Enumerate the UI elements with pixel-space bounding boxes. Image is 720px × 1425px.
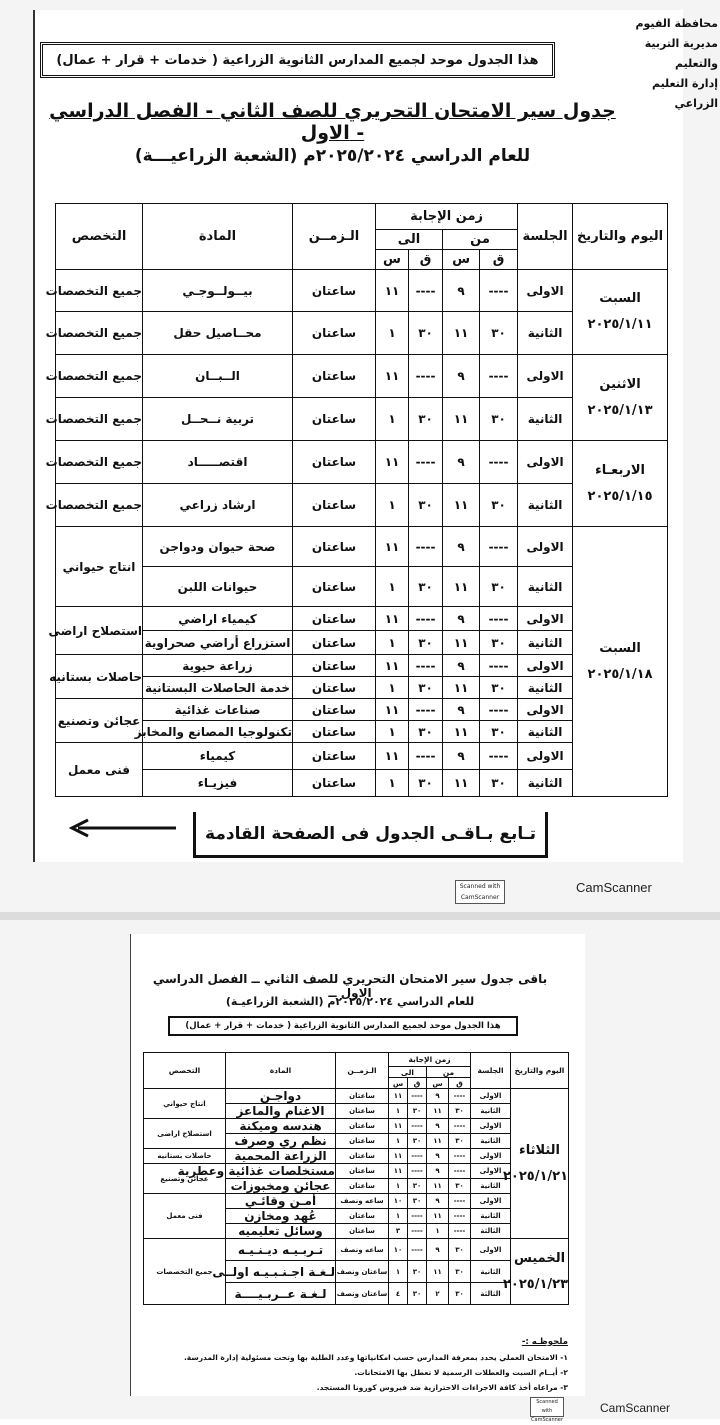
from-minute-cell: ٣٠ — [449, 1104, 471, 1119]
exam-date: ٢٠٢٥/١/٢١ — [502, 1168, 569, 1184]
day-date-cell — [573, 441, 668, 527]
from-minute-cell: ---- — [480, 699, 518, 721]
to-minute-cell: ---- — [409, 441, 443, 484]
camscanner-brand: CamScanner — [576, 880, 652, 895]
session-cell: الاولى — [471, 1194, 511, 1209]
specialization-cell: جميع التخصصات — [144, 1239, 226, 1305]
day-name: الثلاثاء — [519, 1142, 560, 1158]
to-hour-cell: ١١ — [389, 1119, 408, 1134]
from-minute-cell: ٣٠ — [449, 1179, 471, 1194]
to-minute-cell: ---- — [408, 1119, 427, 1134]
to-hour-cell: ٣ — [389, 1224, 408, 1239]
org-line: إدارة التعليم الزراعي — [651, 77, 718, 110]
to-minute-cell: ---- — [408, 1209, 427, 1224]
duration-cell: ساعتان — [293, 355, 376, 398]
page-divider — [0, 912, 720, 920]
from-hour-cell: ١١ — [427, 1104, 449, 1119]
to-minute-cell: ٣٠ — [408, 1179, 427, 1194]
from-hour-cell: ٩ — [443, 441, 480, 484]
specialization-cell: فنى معمل — [56, 743, 143, 797]
organization-header — [618, 14, 718, 114]
session-cell: الاولى — [518, 527, 573, 567]
header-day-2: اليوم والتاريخ — [511, 1053, 569, 1089]
session-cell: الثالثة — [471, 1283, 511, 1305]
header-from-2: من — [427, 1067, 471, 1078]
header-duration: الـزمــن — [293, 204, 376, 270]
from-minute-cell: ---- — [480, 743, 518, 770]
subject-cell: فيزيـاء — [143, 770, 293, 797]
header-from: من — [443, 230, 518, 250]
subject-cell: الزراعة المحمية — [226, 1149, 336, 1164]
to-hour-cell: ١١ — [389, 1149, 408, 1164]
from-hour-cell: ١١ — [427, 1261, 449, 1283]
specialization-cell: فنى معمل — [144, 1194, 226, 1239]
to-minute-cell: ---- — [409, 270, 443, 312]
to-minute-cell: ٣٠ — [408, 1194, 427, 1209]
from-hour-cell: ٩ — [427, 1119, 449, 1134]
duration-cell: ساعتان — [336, 1089, 389, 1104]
org-line: مديرية التربية والتعليم — [644, 37, 718, 70]
to-hour-cell: ١ — [389, 1104, 408, 1119]
subject-cell: تربية نــحــل — [143, 398, 293, 441]
to-minute-cell: ٣٠ — [409, 398, 443, 441]
from-minute-cell: ٣٠ — [480, 721, 518, 743]
note-item: ١- الامتحان العملي يحدد بمعرفة المدارس حسب امكانياتها وعدد الطلبة بها وتحت مسئولية إدارة المدرسة. — [183, 1353, 568, 1362]
session-cell: الاولى — [518, 655, 573, 677]
header-spec: التخصص — [56, 204, 143, 270]
session-cell: الثانية — [471, 1261, 511, 1283]
to-hour-cell: ١ — [376, 770, 409, 797]
header-session: الجلسة — [518, 204, 573, 270]
table-row — [144, 1239, 569, 1261]
from-hour-cell: ١١ — [427, 1209, 449, 1224]
from-minute-cell: ---- — [480, 607, 518, 631]
to-minute-cell: ٣٠ — [408, 1261, 427, 1283]
page-2-title: باقى جدول سير الامتحان التحريري للصف الثاني ــ الفصل الدراسي الاول ــ — [152, 972, 548, 1000]
duration-cell: ساعتان — [293, 312, 376, 355]
session-cell: الاولى — [518, 607, 573, 631]
to-hour-cell: ١١ — [376, 355, 409, 398]
session-cell: الثانية — [518, 312, 573, 355]
to-hour-cell: ١١ — [376, 655, 409, 677]
duration-cell: ساعتان — [336, 1179, 389, 1194]
to-minute-cell: ٣٠ — [409, 631, 443, 655]
subject-cell: استزراع أراضي صحراوية — [143, 631, 293, 655]
table-row — [144, 1089, 569, 1104]
header-to-q: ق — [409, 250, 443, 270]
exam-schedule-table-2 — [143, 1052, 569, 1305]
from-hour-cell: ٩ — [443, 355, 480, 398]
from-hour-cell: ١١ — [443, 631, 480, 655]
header-from-s-2: س — [427, 1078, 449, 1089]
to-hour-cell: ١١ — [376, 607, 409, 631]
duration-cell: ساعتان — [293, 398, 376, 441]
header-from-s: س — [443, 250, 480, 270]
from-hour-cell: ١١ — [427, 1134, 449, 1149]
session-cell: الثانية — [518, 721, 573, 743]
from-minute-cell: ٣٠ — [449, 1134, 471, 1149]
session-cell: الاولى — [518, 355, 573, 398]
to-minute-cell: ---- — [408, 1089, 427, 1104]
session-cell: الاولى — [518, 699, 573, 721]
to-minute-cell: ---- — [408, 1164, 427, 1179]
duration-cell: ساعه ونصف — [336, 1239, 389, 1261]
day-date-cell — [502, 1239, 569, 1305]
duration-cell: ساعتان — [293, 607, 376, 631]
session-cell: الثانية — [471, 1134, 511, 1149]
from-minute-cell: ---- — [449, 1089, 471, 1104]
table-row — [144, 1119, 569, 1134]
org-line: محافظة الفيوم — [635, 17, 718, 30]
specialization-cell: جميع التخصصات — [56, 441, 143, 484]
specialization-cell: حاصلات بستانيه — [56, 655, 143, 699]
note-item: ٢- أيــام السبت والعطلات الرسمية لا تعطل بها الامتحانات. — [354, 1368, 568, 1377]
exam-date: ٢٠٢٥/١/٢٣ — [502, 1276, 569, 1292]
specialization-cell: عجائن وتصنيع — [56, 699, 143, 743]
from-hour-cell: ٩ — [427, 1089, 449, 1104]
to-minute-cell: ---- — [409, 743, 443, 770]
session-cell: الثانية — [518, 567, 573, 607]
to-minute-cell: ---- — [408, 1149, 427, 1164]
from-minute-cell: ٣٠ — [480, 631, 518, 655]
to-hour-cell: ١ — [389, 1261, 408, 1283]
subject-cell: بيــولــوجـي — [143, 270, 293, 312]
to-hour-cell: ١١ — [376, 527, 409, 567]
to-hour-cell: ١١ — [389, 1164, 408, 1179]
subject-cell: تـربـيـه ديـنـيـه — [226, 1239, 336, 1261]
duration-cell: ساعتان — [336, 1164, 389, 1179]
from-minute-cell: ٣٠ — [480, 484, 518, 527]
duration-cell: ساعتان — [336, 1134, 389, 1149]
from-hour-cell: ١١ — [443, 721, 480, 743]
from-hour-cell: ٩ — [443, 699, 480, 721]
notes-section — [148, 1335, 568, 1395]
session-cell: الاولى — [471, 1149, 511, 1164]
camscanner-stamp: Scanned with CamScanner — [455, 880, 505, 904]
from-minute-cell: ---- — [449, 1119, 471, 1134]
duration-cell: ساعتان — [293, 655, 376, 677]
table-row — [144, 1149, 569, 1164]
to-minute-cell: ٣٠ — [409, 312, 443, 355]
exam-date: ٢٠٢٥/١/١٥ — [587, 488, 653, 504]
from-hour-cell: ٩ — [443, 655, 480, 677]
specialization-cell: استصلاح اراضى — [56, 607, 143, 655]
day-name: الخميس — [513, 1250, 566, 1266]
header-to-s: س — [376, 250, 409, 270]
from-minute-cell: ---- — [480, 441, 518, 484]
duration-cell: ساعتان — [293, 527, 376, 567]
to-hour-cell: ١ — [389, 1134, 408, 1149]
from-minute-cell: ٣٠ — [449, 1239, 471, 1261]
session-cell: الاولى — [471, 1089, 511, 1104]
from-hour-cell: ١١ — [443, 398, 480, 441]
from-minute-cell: ---- — [449, 1194, 471, 1209]
to-hour-cell: ١ — [376, 312, 409, 355]
to-hour-cell: ١١ — [376, 699, 409, 721]
from-hour-cell: ١١ — [443, 484, 480, 527]
duration-cell: ساعتان ونصف — [336, 1283, 389, 1305]
subject-cell: حيوانات اللبن — [143, 567, 293, 607]
session-cell: الاولى — [471, 1119, 511, 1134]
day-name: الاثنين — [599, 376, 641, 392]
specialization-cell: جميع التخصصات — [56, 355, 143, 398]
session-cell: الثالثة — [471, 1224, 511, 1239]
table-row — [56, 270, 668, 312]
subject-cell: أمـن وقائـي — [226, 1194, 336, 1209]
duration-cell: ساعتان — [293, 677, 376, 699]
from-hour-cell: ٩ — [427, 1164, 449, 1179]
to-minute-cell: ٣٠ — [409, 770, 443, 797]
from-hour-cell: ١ — [427, 1224, 449, 1239]
from-hour-cell: ١١ — [443, 312, 480, 355]
camscanner-brand-2: CamScanner — [600, 1401, 671, 1415]
to-hour-cell: ١١ — [376, 743, 409, 770]
session-cell: الثانية — [471, 1104, 511, 1119]
table-row — [56, 527, 668, 567]
specialization-cell: عجائن وتصنيع — [144, 1164, 226, 1194]
subject-cell: دواجـن — [226, 1089, 336, 1104]
from-hour-cell: ١١ — [443, 770, 480, 797]
from-minute-cell: ---- — [449, 1224, 471, 1239]
to-hour-cell: ١٠ — [389, 1194, 408, 1209]
to-minute-cell: ٣٠ — [409, 484, 443, 527]
header-day: اليوم والتاريخ — [573, 204, 668, 270]
header-from-q-2: ق — [449, 1078, 471, 1089]
table-row — [144, 1194, 569, 1209]
session-cell: الثانية — [518, 398, 573, 441]
to-minute-cell: ---- — [408, 1239, 427, 1261]
to-hour-cell: ١ — [376, 484, 409, 527]
day-date-cell — [573, 527, 668, 797]
header-answer-time: زمن الإجابة — [376, 204, 518, 230]
to-minute-cell: ---- — [409, 607, 443, 631]
to-minute-cell: ٣٠ — [408, 1134, 427, 1149]
to-minute-cell: ---- — [409, 699, 443, 721]
subject-cell: عجائن ومخبوزات — [226, 1179, 336, 1194]
subject-cell: اقتصـــــاد — [143, 441, 293, 484]
exam-date: ٢٠٢٥/١/١٣ — [587, 402, 653, 418]
page-subtitle: للعام الدراسي ٢٠٢٥/٢٠٢٤م (الشعبة الزراعيـــة) — [134, 146, 531, 166]
duration-cell: ساعتان — [336, 1119, 389, 1134]
specialization-cell: انتاج حيواني — [144, 1089, 226, 1119]
from-minute-cell: ---- — [480, 527, 518, 567]
day-name: السبت — [599, 291, 641, 306]
header-subject: المادة — [143, 204, 293, 270]
header-session-2: الجلسة — [471, 1053, 511, 1089]
duration-cell: ساعه ونصف — [336, 1194, 389, 1209]
to-hour-cell: ١ — [376, 567, 409, 607]
subject-cell: مستخلصات غذائية وعطرية — [177, 1164, 335, 1178]
to-hour-cell: ١ — [389, 1179, 408, 1194]
specialization-cell: حاصلات بستانيه — [144, 1149, 226, 1164]
duration-cell: ساعتان — [336, 1104, 389, 1119]
from-minute-cell: ---- — [480, 355, 518, 398]
to-hour-cell: ١ — [376, 677, 409, 699]
session-cell: الاولى — [518, 270, 573, 312]
from-minute-cell: ٣٠ — [480, 398, 518, 441]
from-minute-cell: ٣٠ — [449, 1283, 471, 1305]
to-hour-cell: ١ — [376, 721, 409, 743]
exam-date: ٢٠٢٥/١/١١ — [587, 317, 653, 332]
header-to-s-2: س — [389, 1078, 408, 1089]
specialization-cell: جميع التخصصات — [56, 398, 143, 441]
from-hour-cell: ١١ — [427, 1179, 449, 1194]
table-row — [56, 355, 668, 398]
session-cell: الثانية — [518, 484, 573, 527]
duration-cell: ساعتان — [293, 567, 376, 607]
to-hour-cell: ٤ — [389, 1283, 408, 1305]
from-minute-cell: ---- — [449, 1209, 471, 1224]
from-minute-cell: ---- — [449, 1164, 471, 1179]
to-minute-cell: ---- — [409, 527, 443, 567]
to-minute-cell: ---- — [408, 1224, 427, 1239]
duration-cell: ساعتان — [293, 631, 376, 655]
subject-cell: صناعات غذائية — [143, 699, 293, 721]
from-minute-cell: ٣٠ — [480, 567, 518, 607]
header-spec-2: التخصص — [144, 1053, 226, 1089]
from-hour-cell: ٩ — [443, 607, 480, 631]
to-minute-cell: ٣٠ — [409, 567, 443, 607]
header-from-q: ق — [480, 250, 518, 270]
header-to: الى — [376, 230, 443, 250]
day-name: الاربعـاء — [595, 462, 645, 478]
session-cell: الاولى — [518, 441, 573, 484]
subject-cell: نظم ري وصرف — [226, 1134, 336, 1149]
subject-cell: الاغنام والماعز — [226, 1104, 336, 1119]
session-cell: الثانية — [518, 770, 573, 797]
day-date-cell — [573, 270, 668, 355]
exam-schedule-table — [45, 203, 668, 797]
from-hour-cell: ٩ — [443, 743, 480, 770]
header-to-2: الى — [389, 1067, 427, 1078]
subject-cell: تكنولوجيا المصانع والمخابز — [143, 721, 293, 743]
duration-cell: ساعتان — [293, 270, 376, 312]
duration-cell: ساعتان — [293, 484, 376, 527]
to-minute-cell: ٣٠ — [408, 1104, 427, 1119]
page-title: جدول سير الامتحان التحريري للصف الثاني - الفصل الدراسي الاول - — [49, 100, 616, 144]
subject-cell: عُهد ومخازن — [226, 1209, 336, 1224]
subject-cell: لـغـة اجـنـبـيـه اولــى — [226, 1261, 336, 1283]
to-minute-cell: ---- — [409, 655, 443, 677]
specialization-cell: انتاج حيواني — [56, 527, 143, 607]
subject-cell: وسائل تعليميه — [226, 1224, 336, 1239]
day-name: السبت — [599, 640, 641, 656]
duration-cell: ساعتان — [336, 1209, 389, 1224]
from-hour-cell: ٩ — [427, 1239, 449, 1261]
session-cell: الاولى — [471, 1164, 511, 1179]
exam-date: ٢٠٢٥/١/١٨ — [587, 666, 653, 682]
session-cell: الثانية — [518, 631, 573, 655]
unified-schedule-note: هذا الجدول موحد لجميع المدارس الثانوية الزراعية ( خدمات + قرار + عمال) — [40, 42, 555, 78]
duration-cell: ساعتان — [293, 721, 376, 743]
from-minute-cell: ٣٠ — [480, 770, 518, 797]
session-cell: الثانية — [471, 1179, 511, 1194]
from-hour-cell: ٩ — [427, 1194, 449, 1209]
subject-cell: صحة حيوان ودواجن — [143, 527, 293, 567]
duration-cell: ساعتان — [293, 770, 376, 797]
header-subject-2: المادة — [226, 1053, 336, 1089]
from-hour-cell: ٩ — [443, 527, 480, 567]
to-hour-cell: ١١ — [389, 1089, 408, 1104]
from-hour-cell: ٩ — [443, 270, 480, 312]
specialization-cell: استصلاح اراضى — [144, 1119, 226, 1149]
to-minute-cell: ---- — [409, 355, 443, 398]
subject-cell: ارشاد زراعي — [143, 484, 293, 527]
subject-cell: محــاصيل حقل — [143, 312, 293, 355]
arrow-left-icon — [68, 818, 178, 838]
subject-cell: كيمياء اراضي — [143, 607, 293, 631]
day-date-cell — [502, 1089, 569, 1239]
to-minute-cell: ٣٠ — [408, 1283, 427, 1305]
duration-cell: ساعتان — [336, 1224, 389, 1239]
session-cell: الثانية — [518, 677, 573, 699]
session-cell: الاولى — [518, 743, 573, 770]
duration-cell: ساعتان — [293, 699, 376, 721]
session-cell: الثانية — [471, 1209, 511, 1224]
to-hour-cell: ١٠ — [389, 1239, 408, 1261]
to-hour-cell: ١ — [376, 631, 409, 655]
to-minute-cell: ٣٠ — [409, 721, 443, 743]
specialization-cell: جميع التخصصات — [56, 270, 143, 312]
note-item: ٣- مراعاه أخذ كافة الاجراءات الاحترازية ضد فيروس كورونا المستجد. — [316, 1383, 568, 1392]
from-hour-cell: ٢ — [427, 1283, 449, 1305]
specialization-cell: جميع التخصصات — [56, 312, 143, 355]
subject-cell: لـغـة عــربـيــــة — [226, 1283, 336, 1305]
to-minute-cell: ٣٠ — [409, 677, 443, 699]
table-row — [56, 441, 668, 484]
camscanner-stamp-2: Scanned with CamScanner — [531, 1399, 563, 1423]
from-minute-cell: ٣٠ — [449, 1261, 471, 1283]
to-hour-cell: ١١ — [376, 441, 409, 484]
header-answer-time-2: زمن الإجابة — [389, 1053, 471, 1067]
header-duration-2: الـزمــن — [336, 1053, 389, 1089]
from-hour-cell: ٩ — [427, 1149, 449, 1164]
subject-cell: خدمة الحاصلات البستانية — [143, 677, 293, 699]
to-hour-cell: ١ — [376, 398, 409, 441]
from-minute-cell: ---- — [449, 1149, 471, 1164]
from-minute-cell: ---- — [480, 270, 518, 312]
from-hour-cell: ١١ — [443, 567, 480, 607]
continued-next-page-note: تـابع بـاقـى الجدول فى الصفحة القادمة — [193, 812, 548, 858]
duration-cell: ساعتان ونصف — [336, 1261, 389, 1283]
from-minute-cell: ٣٠ — [480, 312, 518, 355]
from-hour-cell: ١١ — [443, 677, 480, 699]
subject-cell: زراعة حيوية — [143, 655, 293, 677]
unified-schedule-note-2: هذا الجدول موحد لجميع المدارس الثانوية الزراعية ( خدمات + قرار + عمال) — [168, 1016, 518, 1036]
duration-cell: ساعتان — [293, 441, 376, 484]
session-cell: الاولى — [471, 1239, 511, 1261]
day-date-cell — [573, 355, 668, 441]
from-minute-cell: ٣٠ — [480, 677, 518, 699]
subject-cell: الــبــان — [143, 355, 293, 398]
subject-cell: كيمياء — [143, 743, 293, 770]
specialization-cell: جميع التخصصات — [56, 484, 143, 527]
from-minute-cell: ---- — [480, 655, 518, 677]
subject-cell: هندسه وميكنة — [226, 1119, 336, 1134]
duration-cell: ساعتان — [293, 743, 376, 770]
to-hour-cell: ١ — [389, 1209, 408, 1224]
to-hour-cell: ١١ — [376, 270, 409, 312]
page-2-subtitle: للعام الدراسي ٢٠٢٥/٢٠٢٤م (الشعبة الزراعيـة) — [225, 995, 475, 1008]
duration-cell: ساعتان — [336, 1149, 389, 1164]
header-to-q-2: ق — [408, 1078, 427, 1089]
notes-title: ملحوظـه :- — [521, 1337, 568, 1347]
